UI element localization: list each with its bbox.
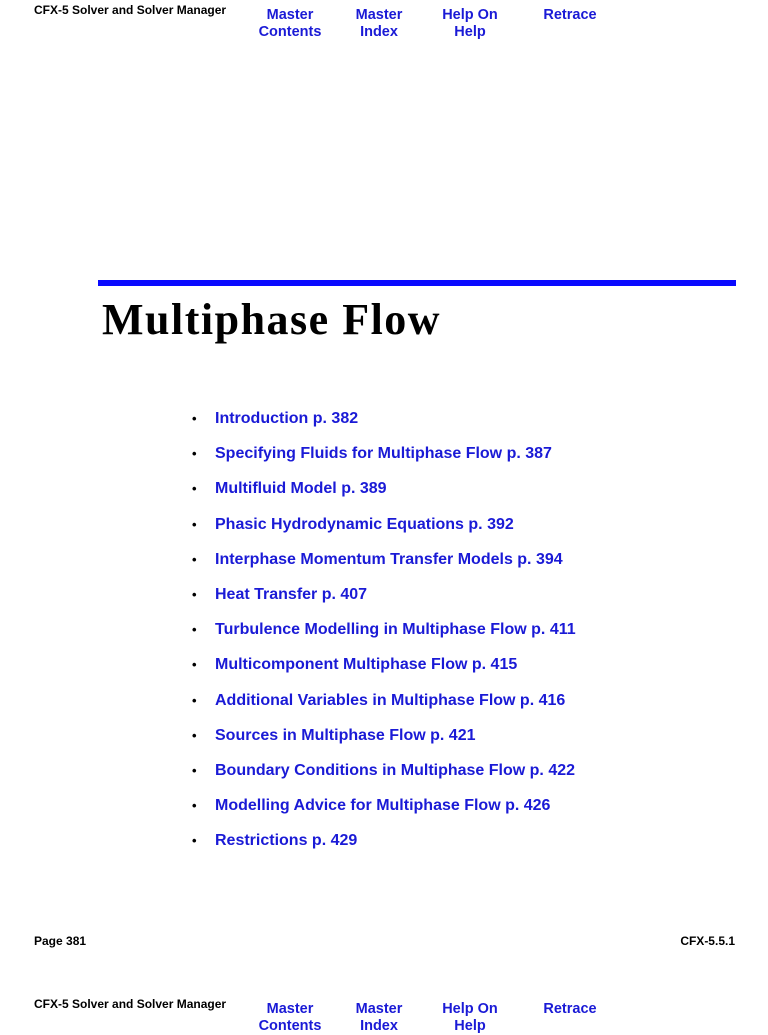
toc-link-multifluid-model[interactable]: Multifluid Model p. 389 [215, 480, 387, 498]
toc-link-modelling-advice[interactable]: Modelling Advice for Multiphase Flow p. 426 [215, 797, 551, 815]
master-contents-line1: Master [266, 1001, 314, 1017]
master-index-line2: Index [360, 1018, 398, 1034]
retrace-link[interactable] [536, 7, 604, 24]
bullet-icon: • [192, 446, 197, 462]
toc-item [190, 408, 576, 443]
bullet-icon: • [192, 798, 197, 814]
toc-list [190, 408, 576, 865]
toc-link-boundary-conditions[interactable]: Boundary Conditions in Multiphase Flow p. 422 [215, 761, 576, 779]
toc-link-sources[interactable]: Sources in Multiphase Flow p. 421 [215, 726, 476, 744]
master-index-line2: Index [360, 24, 398, 40]
retrace-line1: Retrace [543, 1001, 597, 1017]
bullet-icon: • [192, 481, 197, 497]
toc-item [190, 443, 576, 478]
master-contents-line2: Contents [258, 24, 322, 40]
chapter-rule [98, 280, 736, 286]
bullet-icon: • [192, 833, 197, 849]
bullet-icon: • [192, 411, 197, 426]
help-on-help-line2: Help [454, 24, 486, 40]
toc-item [190, 619, 576, 654]
page-number: Page 381 [34, 934, 87, 948]
toc-item [190, 690, 576, 725]
master-index-line1: Master [355, 1001, 403, 1017]
bullet-icon: • [192, 622, 197, 638]
master-contents-line1: Master [266, 7, 314, 23]
next-page-header [0, 995, 768, 1035]
bullet-icon: • [192, 692, 197, 708]
master-contents-link[interactable] [256, 1001, 324, 1035]
toc-item [190, 654, 576, 689]
toc-item [190, 549, 576, 584]
chapter-title: Multiphase Flow [102, 295, 442, 344]
toc-link-introduction[interactable]: Introduction p. 382 [215, 410, 359, 427]
help-on-help-line1: Help On [442, 7, 498, 23]
bullet-icon: • [192, 551, 197, 567]
toc-link-turbulence-modelling[interactable]: Turbulence Modelling in Multiphase Flow p. 411 [215, 621, 576, 639]
retrace-line1: Retrace [543, 7, 597, 23]
master-index-line1: Master [355, 7, 403, 23]
help-on-help-line2: Help [454, 1018, 486, 1034]
toc-link-interphase-momentum[interactable]: Interphase Momentum Transfer Models p. 394 [215, 550, 563, 568]
master-contents-line2: Contents [258, 1018, 322, 1034]
toc-item [190, 514, 576, 549]
help-on-help-link[interactable] [436, 7, 504, 41]
bullet-icon: • [192, 586, 197, 602]
document-title: CFX-5 Solver and Solver Manager [34, 3, 227, 17]
toc-link-phasic-equations[interactable]: Phasic Hydrodynamic Equations p. 392 [215, 515, 514, 533]
document-title: CFX-5 Solver and Solver Manager [34, 997, 227, 1011]
toc-item [190, 795, 576, 830]
bullet-icon: • [192, 762, 197, 778]
toc-item [190, 760, 576, 795]
toc-item [190, 584, 576, 619]
retrace-link[interactable] [536, 1001, 604, 1018]
bullet-icon: • [192, 727, 197, 743]
toc-link-heat-transfer[interactable]: Heat Transfer p. 407 [215, 585, 368, 603]
help-on-help-link[interactable] [436, 1001, 504, 1035]
toc-item [190, 478, 576, 513]
help-on-help-line1: Help On [442, 1001, 498, 1017]
toc-item [190, 830, 576, 865]
bullet-icon: • [192, 516, 197, 532]
toc-item [190, 725, 576, 760]
toc-link-specifying-fluids[interactable]: Specifying Fluids for Multiphase Flow p. 387 [215, 445, 552, 463]
toc-link-additional-variables[interactable]: Additional Variables in Multiphase Flow p. 416 [215, 691, 566, 709]
version-label: CFX-5.5.1 [680, 934, 735, 948]
toc-link-restrictions[interactable]: Restrictions p. 429 [215, 832, 358, 850]
bullet-icon: • [192, 657, 197, 673]
master-index-link[interactable] [350, 7, 408, 41]
toc-link-multicomponent[interactable]: Multicomponent Multiphase Flow p. 415 [215, 656, 518, 674]
master-index-link[interactable] [350, 1001, 408, 1035]
master-contents-link[interactable] [256, 7, 324, 41]
